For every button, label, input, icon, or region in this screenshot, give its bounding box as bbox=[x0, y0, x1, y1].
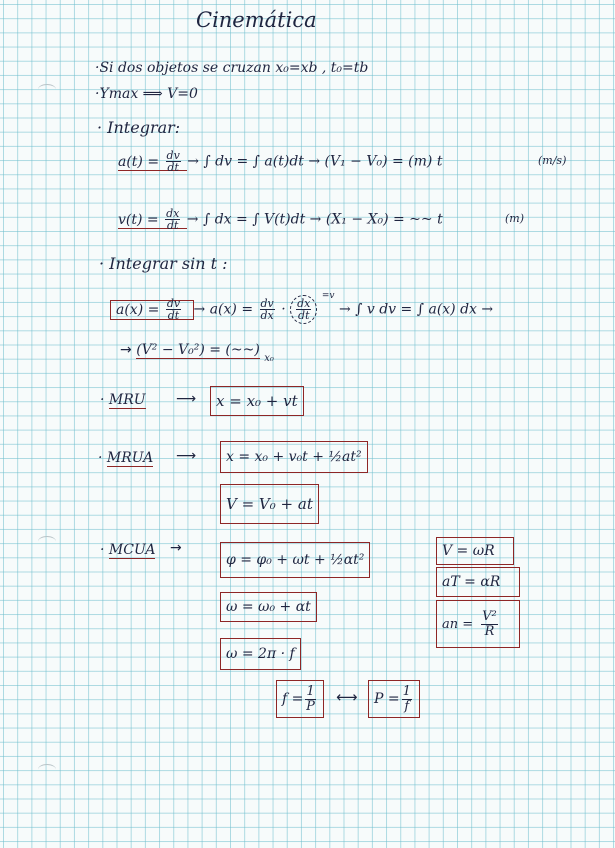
fraction-denominator: dt bbox=[167, 309, 180, 322]
fraction-numerator: dx bbox=[166, 207, 180, 220]
acceleration-definition bbox=[118, 149, 187, 174]
dx-dt-fraction bbox=[296, 298, 311, 321]
integrar-velocity-equation bbox=[118, 208, 443, 231]
velocity-unit: (m/s) bbox=[538, 154, 567, 167]
mcua-label: MCUA bbox=[108, 542, 156, 558]
mcua-row: · MCUA bbox=[100, 542, 156, 558]
dx-dt-circled bbox=[290, 295, 317, 324]
circled-velocity-label: =v bbox=[321, 290, 335, 301]
fraction-denominator: R bbox=[484, 623, 495, 639]
dv-dt-fraction bbox=[166, 150, 181, 173]
double-arrow-icon: ⟷ bbox=[336, 688, 358, 706]
linear-velocity-box: V = ωR bbox=[436, 537, 514, 565]
velocity-definition bbox=[118, 207, 187, 232]
arrow-icon: ⟶ bbox=[176, 391, 197, 407]
fraction-numerator: dv bbox=[260, 297, 274, 310]
ax-chain-rule-lhs: → a(x) = bbox=[193, 301, 254, 318]
arrow-icon: ⟶ bbox=[176, 448, 197, 464]
page-title: Cinemática bbox=[196, 8, 317, 32]
intro-line-ymax: ·Ymax ⟹ V=0 bbox=[95, 86, 198, 102]
fraction-denominator: dx bbox=[260, 309, 274, 322]
frequency-box bbox=[276, 680, 324, 718]
fraction-denominator: P bbox=[306, 698, 315, 714]
integration-limit: x₀ bbox=[264, 353, 274, 364]
fraction-denominator: dt bbox=[298, 309, 310, 322]
mru-label: MRU bbox=[108, 392, 146, 408]
integrar-sin-t-equation: a(x) = $\frac{dv}{dt}$ → a(x) = $\frac{dv}{dx}$ · $\frac{dx}{dt}$ $^{=v}$ → ∫ v dv = ∫ a(x) dx → bbox=[110, 295, 493, 324]
normal-acceleration-lhs: an = bbox=[442, 616, 474, 632]
mrua-row: · MRUA bbox=[98, 450, 154, 466]
velocity-lhs: v(t) = bbox=[118, 211, 159, 228]
normal-acceleration-box bbox=[436, 600, 520, 648]
intro-line-crossing: ·Si dos objetos se cruzan x₀=xb , t₀=tb bbox=[95, 60, 369, 76]
acceleration-lhs: a(t) = bbox=[118, 153, 160, 170]
velocity-integration: → ∫ dx = ∫ V(t)dt → (X₁ − X₀) = ~~ t bbox=[186, 211, 443, 228]
dv-dx-fraction bbox=[260, 298, 275, 321]
binder-hole bbox=[38, 764, 56, 775]
fraction-numerator: 1 bbox=[402, 683, 411, 699]
mrua-label: MRUA bbox=[106, 450, 154, 466]
mrua-velocity-box: V = V₀ + at bbox=[220, 484, 319, 524]
fraction-numerator: 1 bbox=[306, 683, 315, 699]
position-unit: (m) bbox=[505, 212, 525, 225]
binder-hole bbox=[38, 536, 56, 547]
tangential-acceleration-box: aT = αR bbox=[436, 567, 520, 597]
velocity-squared-result: (V² − V₀²) = (~~) bbox=[136, 342, 260, 358]
fraction-denominator: dt bbox=[167, 161, 179, 174]
acceleration-of-x-box bbox=[110, 297, 194, 322]
binder-hole bbox=[38, 84, 56, 95]
integrar-sin-t-result: → (V² − V₀²) = (~~) $_{x_0}$ bbox=[120, 342, 274, 364]
mcua-angular-velocity-box: ω = ω₀ + αt bbox=[220, 592, 317, 622]
period-box bbox=[368, 680, 420, 718]
mcua-angle-box: φ = φ₀ + ωt + ½αt² bbox=[220, 542, 370, 578]
integrar-heading: · Integrar: bbox=[97, 118, 181, 137]
ax-lhs: a(x) = bbox=[116, 301, 160, 318]
fraction-numerator: V² bbox=[482, 608, 497, 624]
acceleration-integration: → ∫ dv = ∫ a(t)dt → (V₁ − V₀) = (m) t bbox=[187, 153, 443, 170]
one-over-p-fraction bbox=[305, 685, 315, 714]
mru-formula-box: x = x₀ + vt bbox=[210, 386, 304, 416]
fraction-numerator: dx bbox=[297, 297, 311, 310]
one-over-f-fraction bbox=[402, 685, 412, 714]
fraction-denominator: f bbox=[404, 698, 410, 714]
period-lhs: P = bbox=[374, 691, 400, 707]
dx-dt-fraction bbox=[165, 208, 180, 231]
integrar-acceleration-equation bbox=[118, 150, 442, 173]
integrar-sin-t-heading: · Integrar sin t : bbox=[99, 254, 228, 273]
mru-row: · MRU bbox=[100, 392, 146, 408]
fraction-numerator: dv bbox=[166, 149, 180, 162]
fraction-numerator: dv bbox=[166, 297, 181, 310]
arrow-icon: → bbox=[170, 540, 182, 556]
mcua-frequency-box: ω = 2π · f bbox=[220, 638, 301, 670]
mrua-position-box: x = x₀ + v₀t + ½at² bbox=[220, 441, 368, 473]
v2-over-r-fraction bbox=[481, 610, 498, 639]
ax-integration: → ∫ v dv = ∫ a(x) dx → bbox=[338, 301, 494, 318]
frequency-lhs: f = bbox=[282, 691, 304, 707]
dv-dt-fraction bbox=[166, 298, 181, 321]
fraction-denominator: dt bbox=[166, 219, 179, 232]
